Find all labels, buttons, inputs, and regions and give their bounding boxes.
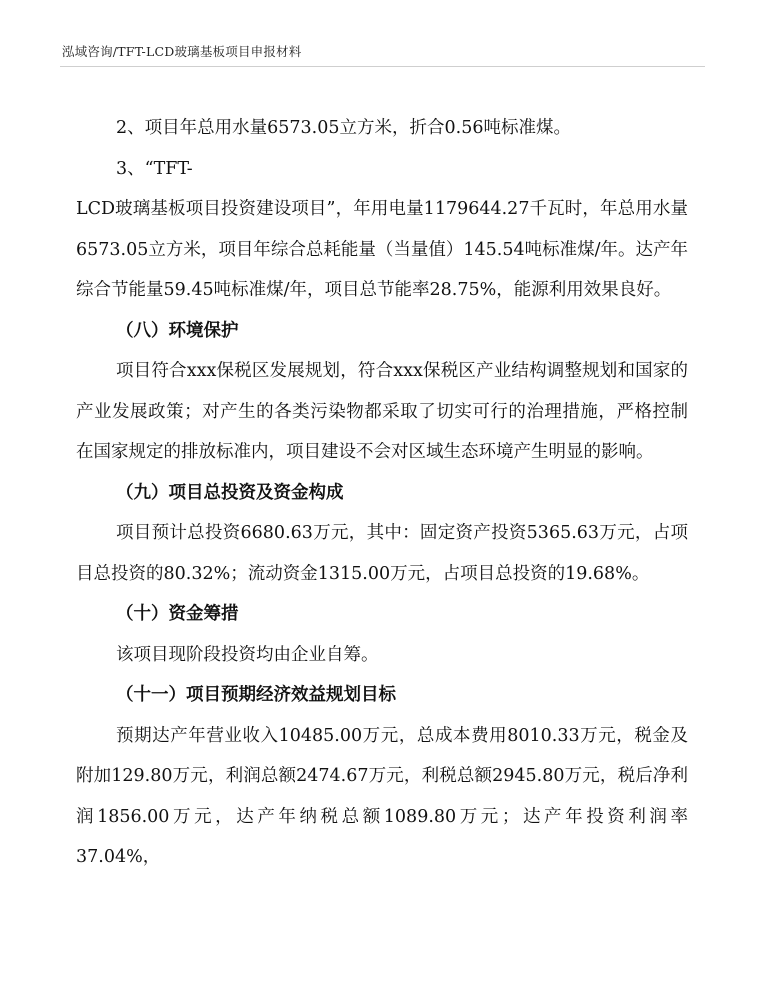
paragraph-funding: 该项目现阶段投资均由企业自筹。 xyxy=(116,644,379,665)
section-heading-investment: （九）项目总投资及资金构成 xyxy=(116,482,344,503)
section-heading-environment: （八）环境保护 xyxy=(116,320,239,341)
header-divider xyxy=(60,66,705,67)
running-header: 泓域咨询/TFT-LCD玻璃基板项目申报材料 xyxy=(62,44,302,59)
section-heading-economic-targets: （十一）项目预期经济效益规划目标 xyxy=(116,685,396,705)
paragraph-economic-targets: 预期达产年营业收入10485.00万元，总成本费用8010.33万元，税金及附加129.80万元，利润总额2474.67万元，利税总额2945.80万元，税后净利润1856.00万元，达产年纳税总额1089.80万元；达产年投资利润率37.04%， xyxy=(76,725,688,867)
paragraph-water-usage: 2、项目年总用水量6573.05立方米，折合0.56吨标准煤。 xyxy=(116,118,571,138)
paragraph-energy-intro: 3、“TFT- xyxy=(116,158,193,179)
paragraph-environment: 项目符合xxx保税区发展规划，符合xxx保税区产业结构调整规划和国家的产业发展政策；对产生的各类污染物都采取了切实可行的治理措施，严格控制在国家规定的排放标准内，项目建设不会对区域生态环境产生明显的影响。 xyxy=(76,361,688,462)
document-body xyxy=(76,108,688,878)
section-heading-funding: （十）资金筹措 xyxy=(116,604,239,624)
paragraph-energy-summary: LCD玻璃基板项目投资建设项目”，年用电量1179644.27千瓦时，年总用水量6573.05立方米，项目年综合总耗能量（当量值）145.54吨标准煤/年。达产年综合节能量59.45吨标准煤/年，项目总节能率28.75%，能源利用效果良好。 xyxy=(76,199,688,300)
paragraph-investment: 项目预计总投资6680.63万元，其中：固定资产投资5365.63万元，占项目总投资的80.32%；流动资金1315.00万元，占项目总投资的19.68%。 xyxy=(76,523,688,584)
